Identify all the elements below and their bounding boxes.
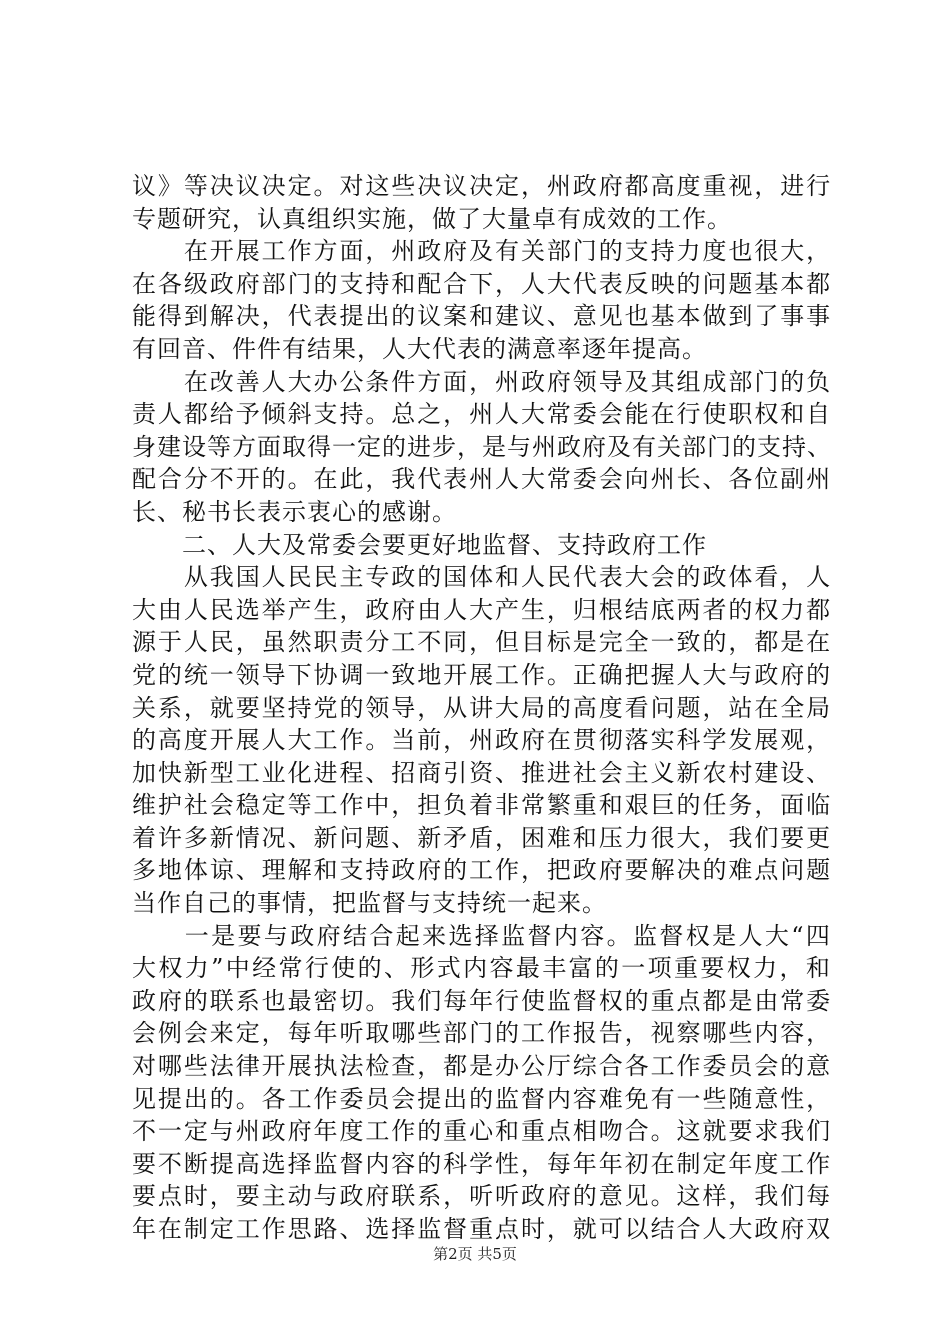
text-line: 能得到解决，代表提出的议案和建议、意见也基本做到了事事 xyxy=(132,302,833,331)
text-line: 要不断提高选择监督内容的科学性，每年年初在制定年度工作 xyxy=(132,1149,833,1178)
text-line: 年在制定工作思路、选择监督重点时，就可以结合人大政府双 xyxy=(132,1215,833,1243)
text-line: 大权力”中经常行使的、形式内容最丰富的一项重要权力，和 xyxy=(132,954,833,983)
text-line: 配合分不开的。在此，我代表州人大常委会向州长、各位副州 xyxy=(132,465,833,494)
body-text xyxy=(132,170,832,1246)
text-line: 议》等决议决定。对这些决议决定，州政府都高度重视，进行 xyxy=(132,172,833,200)
text-line: 维护社会稳定等工作中，担负着非常繁重和艰巨的任务，面临 xyxy=(132,791,833,820)
text-line: 关系，就要坚持党的领导，从讲大局的高度看问题，站在全局 xyxy=(132,693,833,722)
text-line: 在开展工作方面，州政府及有关部门的支持力度也很大， xyxy=(132,237,833,266)
text-line: 多地体谅、理解和支持政府的工作，把政府要解决的难点问题 xyxy=(132,856,833,885)
text-line: 加快新型工业化进程、招商引资、推进社会主义新农村建设、 xyxy=(132,758,833,787)
text-line: 有回音、件件有结果，人大代表的满意率逐年提高。 xyxy=(132,334,707,363)
text-line: 要点时，要主动与政府联系，听听政府的意见。这样，我们每 xyxy=(132,1182,833,1211)
text-line: 在改善人大办公条件方面，州政府领导及其组成部门的负 xyxy=(132,367,833,396)
text-line: 身建设等方面取得一定的进步，是与州政府及有关部门的支持、 xyxy=(132,432,832,461)
text-line: 专题研究，认真组织实施，做了大量卓有成效的工作。 xyxy=(132,204,732,233)
text-line: 会例会来定，每年听取哪些部门的工作报告，视察哪些内容， xyxy=(132,1019,833,1048)
text-line: 源于人民，虽然职责分工不同，但目标是完全一致的，都是在 xyxy=(132,628,833,657)
text-line: 政府的联系也最密切。我们每年行使监督权的重点都是由常委 xyxy=(132,986,833,1015)
page-footer: 第2页 共5页 xyxy=(433,1245,517,1263)
text-line: 责人都给予倾斜支持。总之，州人大常委会能在行使职权和自 xyxy=(132,400,833,429)
text-line: 着许多新情况、新问题、新矛盾，困难和压力很大，我们要更 xyxy=(132,823,833,852)
text-line: 当作自己的事情，把监督与支持统一起来。 xyxy=(132,889,607,918)
text-line: 对哪些法律开展执法检查，都是办公厅综合各工作委员会的意 xyxy=(132,1052,833,1081)
text-line: 见提出的。各工作委员会提出的监督内容难免有一些随意性， xyxy=(132,1084,833,1113)
text-line: 二、人大及常委会要更好地监督、支持政府工作 xyxy=(132,530,707,559)
text-line: 在各级政府部门的支持和配合下，人大代表反映的问题基本都 xyxy=(132,269,833,298)
text-line: 党的统一领导下协调一致地开展工作。正确把握人大与政府的 xyxy=(132,660,833,689)
text-line: 长、秘书长表示衷心的感谢。 xyxy=(132,497,457,526)
text-line: 一是要与政府结合起来选择监督内容。监督权是人大“四 xyxy=(132,921,833,950)
text-line: 不一定与州政府年度工作的重心和重点相吻合。这就要求我们 xyxy=(132,1117,833,1146)
text-line: 的高度开展人大工作。当前，州政府在贯彻落实科学发展观， xyxy=(132,726,833,755)
text-line: 从我国人民民主专政的国体和人民代表大会的政体看，人 xyxy=(132,563,833,592)
text-line: 大由人民选举产生，政府由人大产生，归根结底两者的权力都 xyxy=(132,595,833,624)
